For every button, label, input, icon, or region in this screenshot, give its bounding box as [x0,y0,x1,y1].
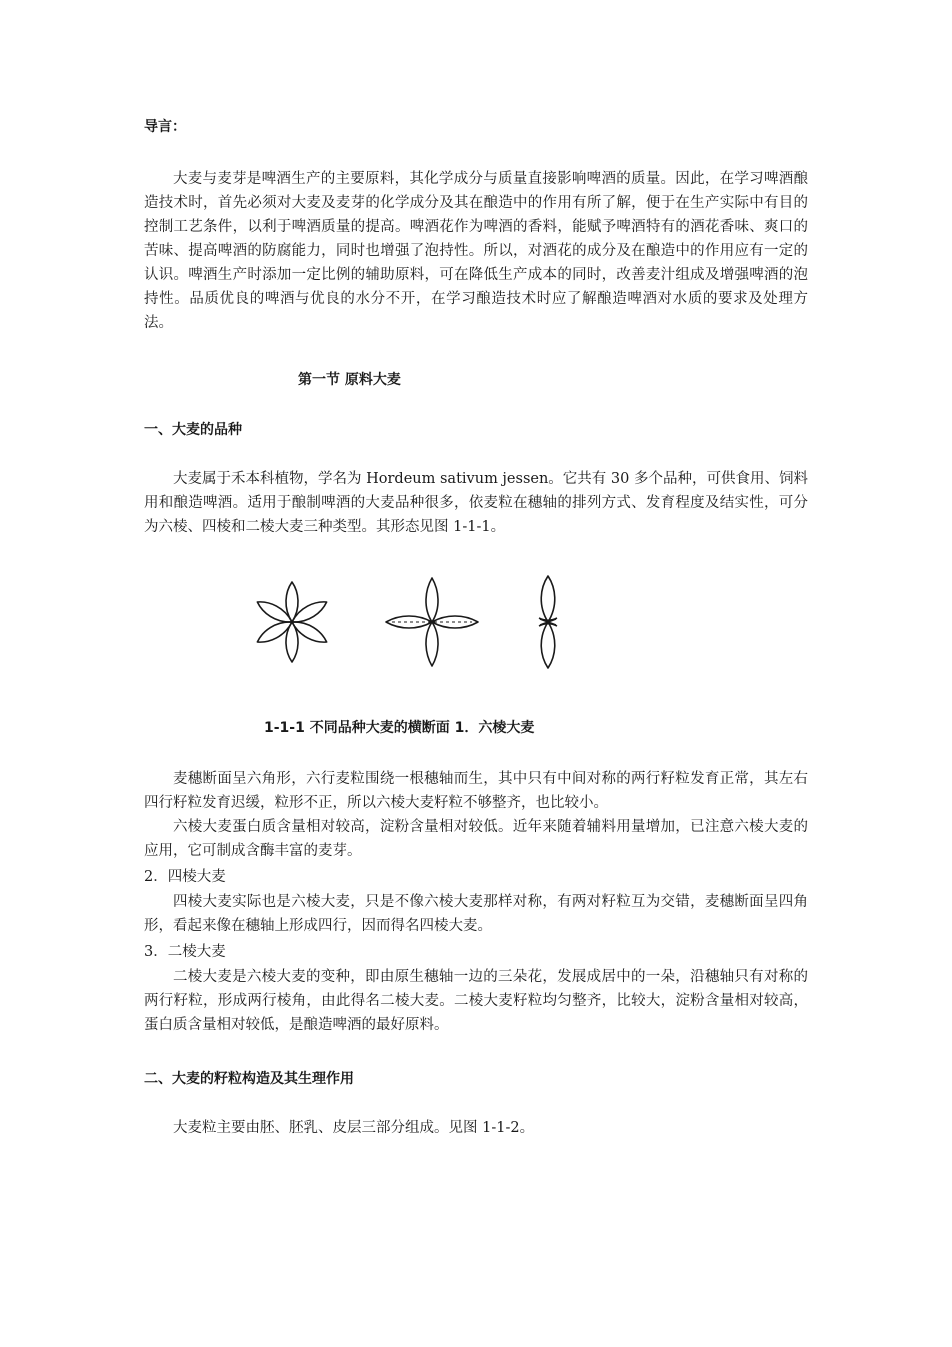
two-row-section [539,576,557,668]
barley-cross-section-figure [244,570,574,690]
four-row-section [386,578,478,666]
four-row-paragraph: 四棱大麦实际也是六棱大麦，只是不像六棱大麦那样对称，有两对籽粒互为交错，麦穗断面呈四角形，看起来像在穗轴上形成四行，因而得名四棱大麦。 [144,894,808,934]
intro-heading: 导言： [144,119,186,135]
intro-paragraph: 大麦与麦芽是啤酒生产的主要原料，其化学成分与质量直接影响啤酒的质量。因此，在学习啤酒酿造技术时，首先必须对大麦及麦芽的化学成分及其在酿造中的作用有所了解，便于在生产实际中有目的控制工艺条件，以利于啤酒质量的提高。啤酒花作为啤酒的香料，能赋予啤酒特有的酒花香味、爽口的苦味、提高啤酒的防腐能力，同时也增强了泡持性。所以，对酒花的成分及在酿造中的作用应有一定的认识。啤酒生产时添加一定比例的辅助原料，可在降低生产成本的同时，改善麦汁组成及增强啤酒的泡持性。品质优良的啤酒与优良的水分不开，在学习酿造技术时应了解酿造啤酒对水质的要求及处理方法。 [144,171,808,331]
section-title: 第一节 原料大麦 [298,372,401,388]
barley-cross-section-drawing [244,570,574,690]
four-row-heading: 2．四棱大麦 [144,869,226,885]
six-row-section [254,582,329,662]
part2-heading: 二、大麦的籽粒构造及其生理作用 [144,1071,354,1087]
two-row-heading: 3．二棱大麦 [144,944,226,960]
part1-heading: 一、大麦的品种 [144,422,242,438]
part2-paragraph: 大麦粒主要由胚、胚乳、皮层三部分组成。见图 1-1-2。 [173,1120,535,1136]
six-row-paragraph-1: 麦穗断面呈六角形，六行麦粒围绕一根穗轴而生，其中只有中间对称的两行籽粒发育正常，其左右四行籽粒发育迟缓，粒形不正，所以六棱大麦籽粒不够整齐，也比较小。 [144,771,808,811]
six-row-paragraph-2: 六棱大麦蛋白质含量相对较高，淀粉含量相对较低。近年来随着辅料用量增加，已注意六棱大麦的应用，它可制成含酶丰富的麦芽。 [144,819,808,859]
figure-caption: 1-1-1 不同品种大麦的横断面 1．六棱大麦 [264,720,535,736]
part1-paragraph: 大麦属于禾本科植物，学名为 Hordeum sativum jessen。它共有 30 多个品种，可供食用、饲料用和酿造啤酒。适用于酿制啤酒的大麦品种很多，依麦粒在穗轴的排列方式、发育程度及结实性，可分为六棱、四棱和二棱大麦三种类型。其形态见图 1-1-1。 [144,471,808,535]
two-row-paragraph: 二棱大麦是六棱大麦的变种，即由原生穗轴一边的三朵花，发展成居中的一朵，沿穗轴只有对称的两行籽粒，形成两行棱角，由此得名二棱大麦。二棱大麦籽粒均匀整齐，比较大，淀粉含量相对较高，蛋白质含量相对较低，是酿造啤酒的最好原料。 [144,969,808,1033]
